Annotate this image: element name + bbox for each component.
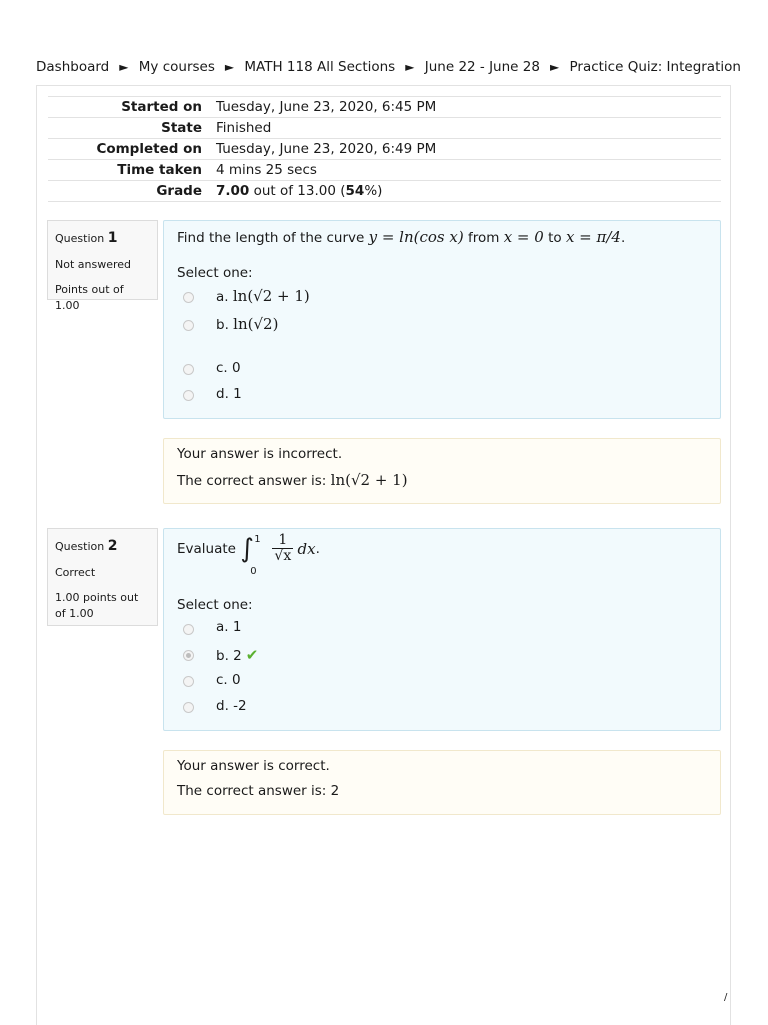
math-from: x = 0 [503,228,544,246]
correct-answer-value: 2 [330,783,340,799]
summary-row-time-taken [48,160,721,181]
summary-label: Time taken [48,160,216,181]
question-2-text [177,533,320,579]
question-number-value: 2 [107,538,118,554]
option-d-label[interactable] [216,386,242,402]
fraction-denominator: √x [274,548,292,565]
question-text: to [543,230,566,246]
summary-row-started [48,97,721,118]
option-text: -2 [233,698,247,714]
breadcrumb-separator: ► [119,60,129,74]
option-letter: a. [216,289,229,305]
feedback-status: Your answer is incorrect. [177,446,343,462]
question-state: Not answered [55,258,132,271]
question-1-text [177,228,625,246]
question-1-info [47,220,158,312]
breadcrumb [36,59,741,75]
question-text: from [463,230,504,246]
summary-value: Finished [216,118,721,139]
correct-answer-prefix: The correct answer is: [177,783,331,799]
question-number-value: 1 [107,230,118,246]
question-prefix: Question [55,232,105,245]
option-letter: d. [216,698,229,714]
option-a-radio[interactable] [183,624,194,635]
breadcrumb-my-courses-link[interactable]: My courses [138,59,215,75]
summary-value: Tuesday, June 23, 2020, 6:49 PM [216,139,721,160]
attempt-summary-table [48,96,721,202]
grade-value [216,181,721,202]
option-d-radio[interactable] [183,702,194,713]
option-letter: a. [216,619,229,635]
option-letter: c. [216,672,228,688]
integrand-fraction [272,533,293,565]
integral-dx: dx [297,539,316,558]
breadcrumb-separator: ► [405,60,415,74]
question-prefix: Question [55,540,105,553]
grade-mid: out of 13.00 ( [249,183,346,199]
summary-row-grade [48,181,721,202]
summary-value: 4 mins 25 secs [216,160,721,181]
correct-answer-line [177,783,339,799]
option-d-label[interactable] [216,698,247,714]
breadcrumb-week-link[interactable]: June 22 - June 28 [424,59,540,75]
select-one-label: Select one: [177,597,253,613]
grade-percent: 54 [345,183,365,199]
option-c-label[interactable] [216,672,241,688]
correct-answer-line [177,471,408,489]
option-letter: b. [216,648,229,664]
question-number [55,536,150,557]
summary-row-completed [48,139,721,160]
option-math: ln(√2) [233,315,279,333]
question-text: Evaluate [177,540,241,557]
question-text: Find the length of the curve [177,230,369,246]
option-b-radio-selected[interactable] [183,650,194,661]
option-text: 1 [232,619,242,635]
option-text: 0 [232,360,241,376]
question-number [55,228,150,249]
option-letter: b. [216,317,229,333]
correct-answer-prefix: The correct answer is: [177,473,331,489]
integral-sign: ∫ 1 0 [240,533,261,577]
option-c-radio[interactable] [183,676,194,687]
option-a-label[interactable] [216,287,310,305]
option-c-radio[interactable] [183,364,194,375]
question-text: . [620,230,626,246]
math-curve: y = ln(cos x) [368,228,464,246]
question-state: Correct [55,566,96,579]
math-to: x = π/4 [565,228,621,246]
fraction-numerator: 1 [272,533,293,549]
question-points: Points out of 1.00 [55,282,124,312]
breadcrumb-separator: ► [224,60,235,74]
integral-lower-limit: 0 [250,565,257,577]
summary-label: State [48,118,216,139]
option-d-radio[interactable] [183,390,194,401]
summary-label: Completed on [48,139,216,160]
option-c-label[interactable] [216,360,241,376]
option-b-label[interactable] [216,315,278,333]
correct-check-icon: ✔ [245,646,259,664]
option-text: 0 [232,672,241,688]
summary-label: Grade [48,181,216,202]
page-mark: / [724,992,728,1003]
option-math: ln(√2 + 1) [232,287,310,305]
option-text: 2 [233,648,242,664]
grade-score: 7.00 [216,183,250,199]
question-text: . [315,540,320,557]
option-a-radio[interactable] [183,292,194,303]
breadcrumb-course-link[interactable]: MATH 118 All Sections [244,59,396,75]
option-letter: d. [216,386,229,402]
option-b-label[interactable] [216,646,258,664]
question-2-info [47,528,158,626]
option-b-radio[interactable] [183,320,194,331]
option-text: 1 [233,386,242,402]
option-letter: c. [216,360,228,376]
feedback-status: Your answer is correct. [177,758,330,774]
breadcrumb-separator: ► [549,60,560,74]
summary-value: Tuesday, June 23, 2020, 6:45 PM [216,97,721,118]
correct-answer-math: ln(√2 + 1) [330,471,408,489]
summary-row-state [48,118,721,139]
option-a-label[interactable] [216,619,241,635]
question-points: 1.00 points out of 1.00 [55,590,139,620]
select-one-label: Select one: [177,265,253,281]
breadcrumb-dashboard-link[interactable]: Dashboard [36,59,110,75]
breadcrumb-quiz-link[interactable]: Practice Quiz: Integration [569,59,741,75]
grade-tail: %) [364,183,383,199]
summary-label: Started on [48,97,216,118]
integral-upper-limit: 1 [254,533,261,545]
